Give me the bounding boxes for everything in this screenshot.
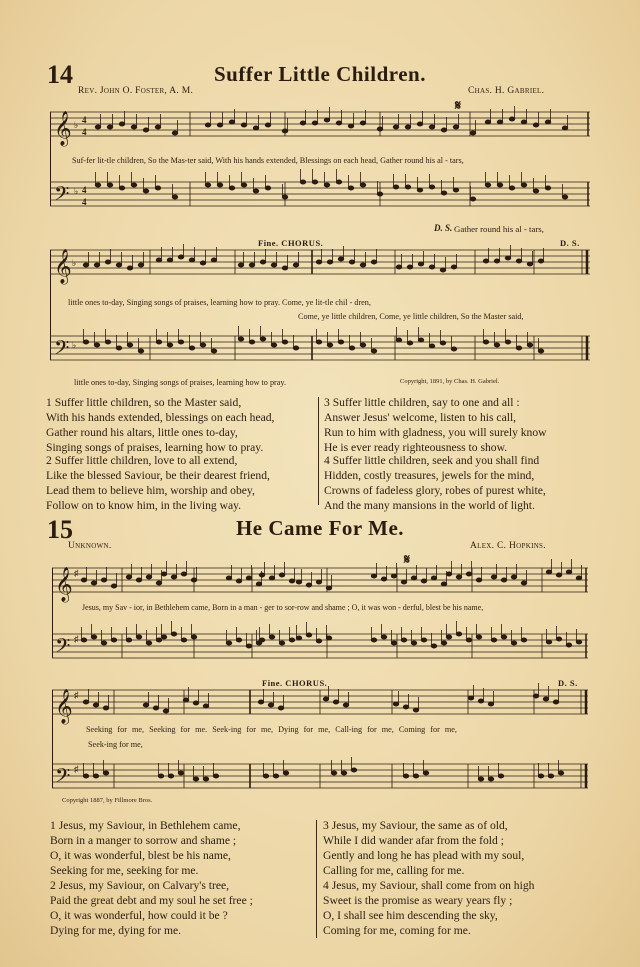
svg-text:♯: ♯ (74, 690, 79, 700)
hymn-14-verse-1: 1 Suffer little children, so the Master said, With his hands extended, blessings on each head, Gather round his altars, little ones to-day, Singing songs of praises, learning how to pray. (46, 396, 275, 454)
hymn-14-ds-end: D. S. (560, 238, 580, 248)
hymn-14-ds-lyrics: Gather round his al - tars, (454, 224, 544, 234)
svg-text:4: 4 (82, 185, 87, 195)
svg-text:♭: ♭ (74, 120, 79, 130)
hymn-15-system-1 (52, 552, 588, 672)
hymn-15-fine-chorus: Fine. CHORUS. (262, 678, 328, 688)
hymn-14-lyrics-line-2c: little ones to-day, Singing songs of praises, learning how to pray. (74, 378, 287, 387)
svg-text:♯: ♯ (74, 634, 79, 644)
svg-text:♯: ♯ (74, 764, 79, 774)
hymn-14-system-2 (50, 236, 590, 386)
hymn-15-ds-end: D. S. (558, 678, 578, 688)
hymn-15-lyrics-line-1: Jesus, my Sav - ior, in Bethlehem came, Born in a man - ger to sor-row and shame ; O, it was won - derful, blest be his name, (82, 603, 484, 612)
hymn-14-title: Suffer Little Children. (214, 62, 426, 86)
svg-text:𝄢: 𝄢 (55, 636, 71, 662)
hymn-14-number: 14 (47, 60, 73, 89)
hymn-14-fine-chorus: Fine. CHORUS. (258, 238, 324, 248)
hymn-14-verse-4: 4 Suffer little children, seek and you shall find Hidden, costly treasures, jewels for the mind, Crowns of fadeless glory, robes of purest white, And the many mansions in the world of light. (324, 454, 546, 512)
svg-text:♭: ♭ (74, 186, 79, 196)
hymn-14-verse-3: 3 Suffer little children, say to one and all : Answer Jesus' welcome, listen to his call, Run to him with gladness, you will surely know He is ever ready righteousness to show. (324, 396, 547, 454)
hymn-14-lyrics-line-2a: little ones to-day, Singing songs of praises, learning how to pray. Come, ye lit-tle chil - dren, (68, 298, 371, 307)
hymn-14-system-1 (50, 100, 590, 240)
hymn-15-verse-divider (316, 820, 317, 938)
hymn-15-author: Unknown. (68, 541, 112, 551)
hymn-14-verse-2: 2 Suffer little children, love to all extend, Like the blessed Saviour, be their dearest friend, Lead them to believe him, worship and obey, Follow on to know him, in the living way. (46, 454, 270, 512)
svg-text:𝄞: 𝄞 (55, 568, 73, 601)
hymn-14-copyright: Copyright, 1891, by Chas. H. Gabriel. (400, 378, 500, 385)
hymn-15-verse-3: 3 Jesus, my Saviour, the same as of old, While I did wander afar from the fold ; Gently and long he has plead with my soul, Calling for me, calling for me. (323, 819, 525, 877)
svg-text:𝄋: 𝄋 (455, 100, 462, 114)
svg-text:4: 4 (82, 115, 87, 125)
hymn-14-lyrics-line-2b: Come, ye little children, Come, ye little children, So the Master said, (298, 312, 524, 321)
hymn-15-verse-2: 2 Jesus, my Saviour, on Calvary's tree, Paid the great debt and my soul he set free ; O, it was wonderful, how could it be ? Dying for me, dying for me. (50, 879, 253, 937)
hymn-14-author: Rev. John O. Foster, A. M. (78, 86, 194, 96)
svg-text:♭: ♭ (72, 258, 77, 268)
hymn-14-verse-divider (318, 397, 319, 505)
svg-text:𝄞: 𝄞 (55, 690, 73, 723)
svg-text:♭: ♭ (72, 340, 77, 350)
hymn-15-verse-1: 1 Jesus, my Saviour, in Bethlehem came, Born in a manger to sorrow and shame ; O, it was wonderful, blest be his name, Seeking for me, seeking for me. (50, 819, 241, 877)
svg-text:𝄋: 𝄋 (404, 553, 411, 568)
svg-text:4: 4 (82, 127, 87, 137)
svg-text:𝄢: 𝄢 (54, 184, 70, 210)
hymn-15-title: He Came For Me. (235, 516, 405, 540)
hymn-15-lyrics-line-2a: Seeking for me, Seeking for me. Seek-ing for me, Dying for me, Call-ing for me, Coming for me, (86, 725, 457, 734)
hymn-15-lyrics-line-2b: Seek-ing for me, (88, 740, 143, 749)
hymn-15-number: 15 (47, 515, 73, 544)
hymn-15-composer: Alex. C. Hopkins. (470, 541, 546, 551)
svg-text:𝄢: 𝄢 (55, 766, 71, 792)
svg-text:𝄢: 𝄢 (54, 338, 70, 364)
svg-text:𝄞: 𝄞 (54, 250, 72, 283)
hymn-14-composer: Chas. H. Gabriel. (468, 86, 545, 96)
hymn-14-lyrics-line-1: Suf-fer lit-tle children, So the Mas-ter said, With his hands extended, Blessings on each head, Gather round his al - tars, (72, 156, 464, 165)
svg-text:♯: ♯ (74, 568, 79, 578)
hymn-14-ds-mark: D. S. (434, 223, 453, 233)
svg-text:𝄞: 𝄞 (54, 112, 72, 145)
hymn-15-copyright: Copyright 1887, by Fillmore Bros. (62, 797, 153, 804)
svg-text:4: 4 (82, 197, 87, 207)
hymn-15-verse-4: 4 Jesus, my Saviour, shall come from on high Sweet is the promise as weary years fly ; O, I shall see him descending the sky, Coming for me, coming for me. (323, 879, 535, 937)
